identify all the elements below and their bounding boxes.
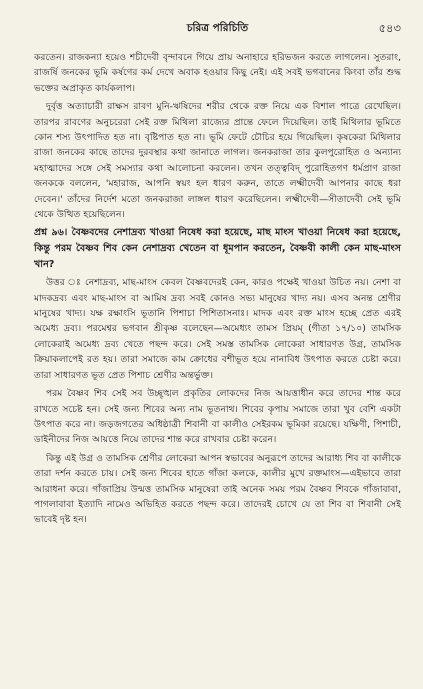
answer-paragraph: কিন্তু এই উগ্র ও তামসিক শ্রেণীর লোকেরা আপন স্বভাবের অনুরূপে তাদের আরাধ্য শিব বা কালীকে তারা দর্শন করতে চায়। সেই জন্য শিবের হাতে গাঁজা কলকে, কালীর মুখে রক্তমাংস—এইভাবে তারা আরাধনা করে। গাঁজাপ্রিয় উন্মত্ত তামসিক মানুষেরা তাই অনেক সময় পরম বৈষ্ণব শিবকে গাঁজাবাবা, পাগলাবাবা ইত্যাদি নামেও অভিহিত করতে পছন্দ করে। তাদেরই চোখে যে তা শিব বা শিবানী সেই ভাবেই দৃষ্ট হন। <box>34 452 401 526</box>
page-content <box>34 50 401 528</box>
question-heading: প্রশ্ন ৯৬। বৈষ্ণবদের নেশাদ্রব্য খাওয়া নিষেধ করা হয়েছে, মাছ মাংস খাওয়া নিষেধ করা হয়েছে, কিন্তু পরম বৈষ্ণব শিব কেন নেশাদ্রব্য খেতেন বা ধূমপান করতেন, বৈষ্ণবী কালী কেন মাছ-মাংস খান? <box>34 227 401 270</box>
running-title: চরিত্র পরিচিতি <box>186 22 249 34</box>
answer-paragraph: পরম বৈষ্ণব শিব সেই সব উচ্ছৃঙ্খল প্রকৃতির লোকদের নিজ আয়ত্তাধীন করে তাদের শান্ত করে রাখতে সচেষ্ট হন। সেই জন্য শিবের অন্য নাম ভূতনাথ। শিবের কৃপায় সমাজে তারা খুব বেশি একটা উৎপাত করে না। জড়জগতের অধিষ্ঠাত্রী শিবানী বা কালীও সেইরকম ভূমিকা রয়েছে। যক্ষিণী, পিশাচী, ডাইনীদের নিজ আয়ত্তে নিয়ে তাদের শান্ত করে রাখবার চেষ্টা করেন। <box>34 388 401 446</box>
page-header <box>34 18 401 40</box>
page-number: ৫৪৩ <box>378 21 401 35</box>
answer-paragraph: উত্তর ঃ নেশাদ্রব্য, মাছ-মাংস কেবল বৈষ্ণবদেরই কেন, কারও পক্ষেই খাওয়া উচিত নয়। নেশা বা মাদকদ্রব্য এবং মাছ-মাংস বা আমিষ দ্রব্য সবই কোনও সভ্য মানুষের খাদ্য নয়। এসব অনন্ত শ্রেণীর মানুষের খাদ্য। যক্ষ রক্ষাংসি ভূতানি পিশাচা পিশিতাসনাঃ। মাদক এবং রক্ত মাংস হচ্ছে প্রেত এরই অমেধ্য দ্রব্য। পরমেশ্বর ভগবান শ্রীকৃষ্ণ বলেছেন—অমেধ্যং তামস প্রিয়ম্ (গীতা ১৭/১০) তামসিক লোকেরাই অমেধ্য দ্রব্য খেতে পছন্দ করে। সেই সমস্ত তামসিক লোকেরা সাধারণত উগ্র, তামসিক ক্রিয়াকলাপেই রত হয়। তারা সমাজে কাম ক্রোধের বশীভূত হয়ে নানাবিধ উৎপাত করতে চেষ্টা করে। তারা সাধারণত ভূত প্রেত পিশাচ শ্রেণীর অন্তর্ভুক্ত। <box>34 277 401 381</box>
paragraph: করতেন। রাজকন্যা হয়েও শচীদেবী বৃন্দাবনে গিয়ে প্রায় অনাহারে হরিভজন করতে লাগলেন। সুতরাং, রাজর্ষি জনকের ভূমি কর্ষণের কর্ম দেখে অবাক হওয়ার কিছু নেই। এই সবই ভগবানের কিংবা তাঁর শুদ্ধ ভক্তের অপ্রাকৃত কার্যকলাপ। <box>34 52 401 94</box>
paragraph: দুর্বৃত্ত অত্যাচারী রাক্ষস রাবণ মুনি-ঋষিদের শরীর থেকে রক্ত নিয়ে এক বিশাল পাত্রে রেখেছিল। তারপর রাবণের অনুচরেরা সেই রক্ত মিথিলা রাজ্যের প্রান্তে ফেলে দিয়েছিল। তাই মিথিলার ভূমিতে কোন শস্য উৎপাদিত হত না। বৃষ্টিপাত হত না। ভূমি ফেটে চৌচির হয়ে গিয়েছিল। কৃষকেরা মিথিলার রাজা জনকের কাছে তাদের দুরবস্থার কথা জানাতে লাগল। জনকরাজা তার কুলপুরোহিত ও অন্যান্য মহাত্মাদের সঙ্গে সেই সমস্যার কথা আলোচনা করলেন। তখন তত্ত্ববিদ্ পুরোহিতগণ ধর্মপ্রাণ রাজা জনককে বললেন, 'মহারাজ, আপনি স্বয়ং হল ধারণ করুন, তাতে লক্ষ্মীদেবী আপনার কাছে ধরা দেবেন।' তাঁদের নির্দেশ মতো জনকরাজা লাঙ্গল ধারণ করেছিলেন। লক্ষ্মীদেবী—সীতাদেবী সেই ভূমি থেকে উত্থিত হয়েছিলেন। <box>34 101 401 221</box>
